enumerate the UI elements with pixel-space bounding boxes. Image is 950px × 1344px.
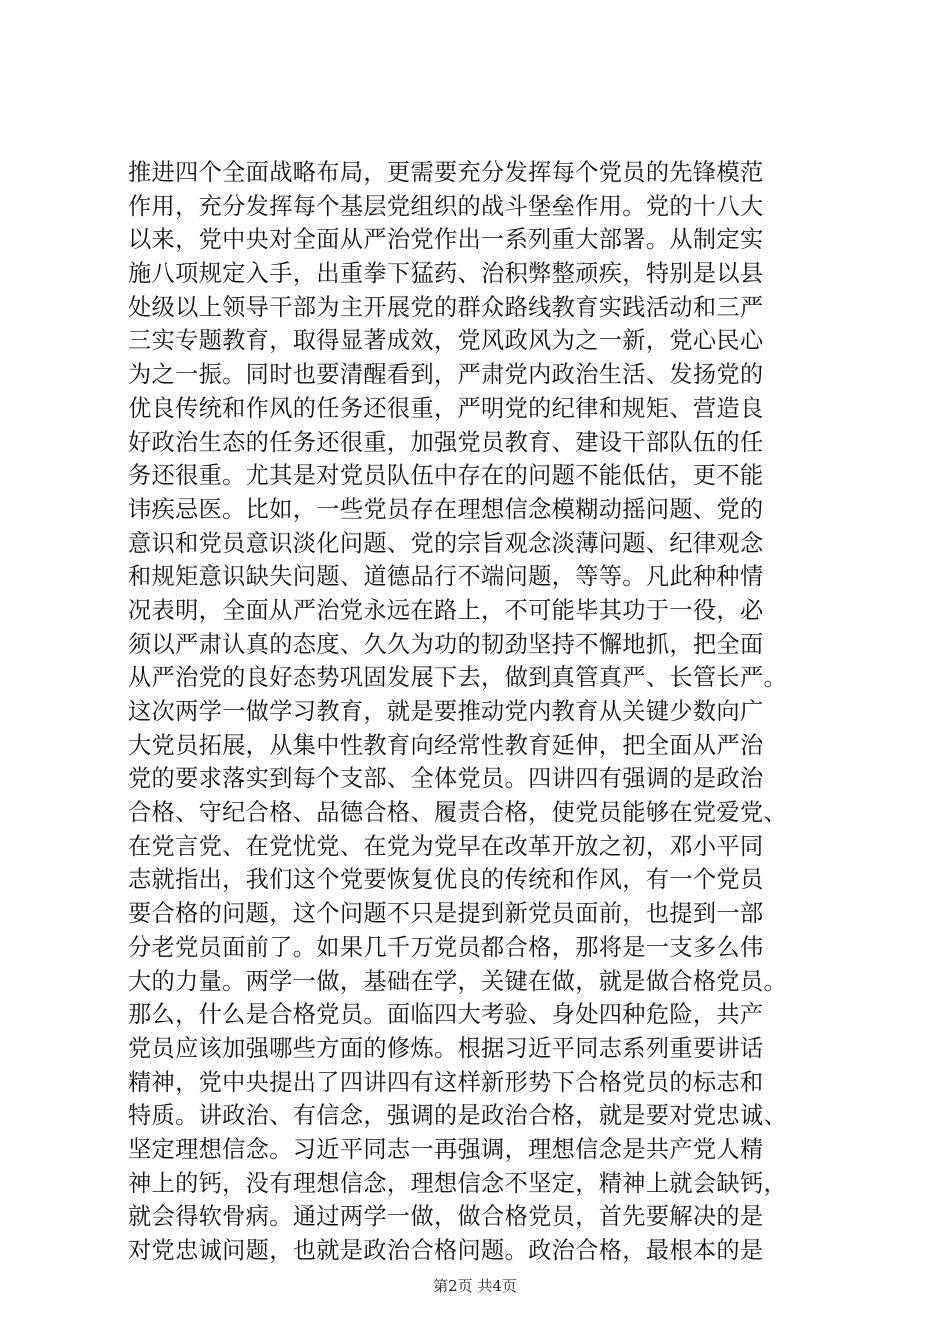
text-line: 那么，什么是合格党员。面临四大考验、身处四种危险，共产 <box>128 1001 764 1029</box>
text-line: 分老党员面前了。如果几千万党员都合格，那将是一支多么伟 <box>128 933 764 961</box>
text-line: 精神，党中央提出了四讲四有这样新形势下合格党员的标志和 <box>128 1068 764 1096</box>
text-line: 三实专题教育，取得显著成效，党风政风为之一新，党心民心 <box>128 327 764 355</box>
text-line: 就会得软骨病。通过两学一做，做合格党员，首先要解决的是 <box>128 1203 764 1231</box>
text-line: 对党忠诚问题，也就是政治合格问题。政治合格，最根本的是 <box>128 1237 764 1264</box>
text-line: 合格、守纪合格、品德合格、履责合格，使党员能够在党爱党、 <box>128 799 788 827</box>
text-line: 为之一振。同时也要清醒看到，严肃党内政治生活、发扬党的 <box>128 361 764 389</box>
text-line: 坚定理想信念。习近平同志一再强调，理想信念是共产党人精 <box>128 1135 764 1163</box>
text-line: 以来，党中央对全面从严治党作出一系列重大部署。从制定实 <box>128 226 764 254</box>
text-line: 务还很重。尤其是对党员队伍中存在的问题不能低估，更不能 <box>128 462 764 490</box>
text-line: 党员应该加强哪些方面的修炼。根据习近平同志系列重要讲话 <box>128 1034 764 1062</box>
text-line: 施八项规定入手，出重拳下猛药、治积弊整顽疾，特别是以县 <box>128 260 764 288</box>
text-line: 和规矩意识缺失问题、道德品行不端问题，等等。凡此种种情 <box>128 563 764 591</box>
page-footer: 第2页 共4页 <box>433 1277 517 1295</box>
text-line: 大的力量。两学一做，基础在学，关键在做，就是做合格党员。 <box>128 967 788 995</box>
body-text <box>128 156 848 1268</box>
text-line: 从严治党的良好态势巩固发展下去，做到真管真严、长管长严。 <box>128 664 788 692</box>
text-line: 要合格的问题，这个问题不只是提到新党员面前，也提到一部 <box>128 900 764 928</box>
text-line: 推进四个全面战略布局，更需要充分发挥每个党员的先锋模范 <box>128 159 764 186</box>
text-line: 须以严肃认真的态度、久久为功的韧劲坚持不懈地抓，把全面 <box>128 630 764 658</box>
text-line: 讳疾忌医。比如，一些党员存在理想信念模糊动摇问题、党的 <box>128 495 764 523</box>
text-line: 党的要求落实到每个支部、全体党员。四讲四有强调的是政治 <box>128 765 764 793</box>
text-line: 特质。讲政治、有信念，强调的是政治合格，就是要对党忠诚、 <box>128 1102 788 1130</box>
text-line: 这次两学一做学习教育，就是要推动党内教育从关键少数向广 <box>128 698 764 725</box>
text-line: 优良传统和作风的任务还很重，严明党的纪律和规矩、营造良 <box>128 394 764 422</box>
text-line: 在党言党、在党忧党、在党为党早在改革开放之初，邓小平同 <box>128 832 764 860</box>
text-line: 况表明，全面从严治党永远在路上，不可能毕其功于一役，必 <box>128 596 764 624</box>
text-line: 志就指出，我们这个党要恢复优良的传统和作风，有一个党员 <box>128 866 764 894</box>
text-line: 好政治生态的任务还很重，加强党员教育、建设干部队伍的任 <box>128 428 764 456</box>
text-line: 大党员拓展，从集中性教育向经常性教育延伸，把全面从严治 <box>128 731 764 759</box>
text-line: 神上的钙，没有理想信念，理想信念不坚定，精神上就会缺钙， <box>128 1169 788 1197</box>
text-line: 意识和党员意识淡化问题、党的宗旨观念淡薄问题、纪律观念 <box>128 529 764 557</box>
text-line: 作用，充分发挥每个基层党组织的战斗堡垒作用。党的十八大 <box>128 192 764 220</box>
text-line: 处级以上领导干部为主开展党的群众路线教育实践活动和三严 <box>128 293 764 321</box>
